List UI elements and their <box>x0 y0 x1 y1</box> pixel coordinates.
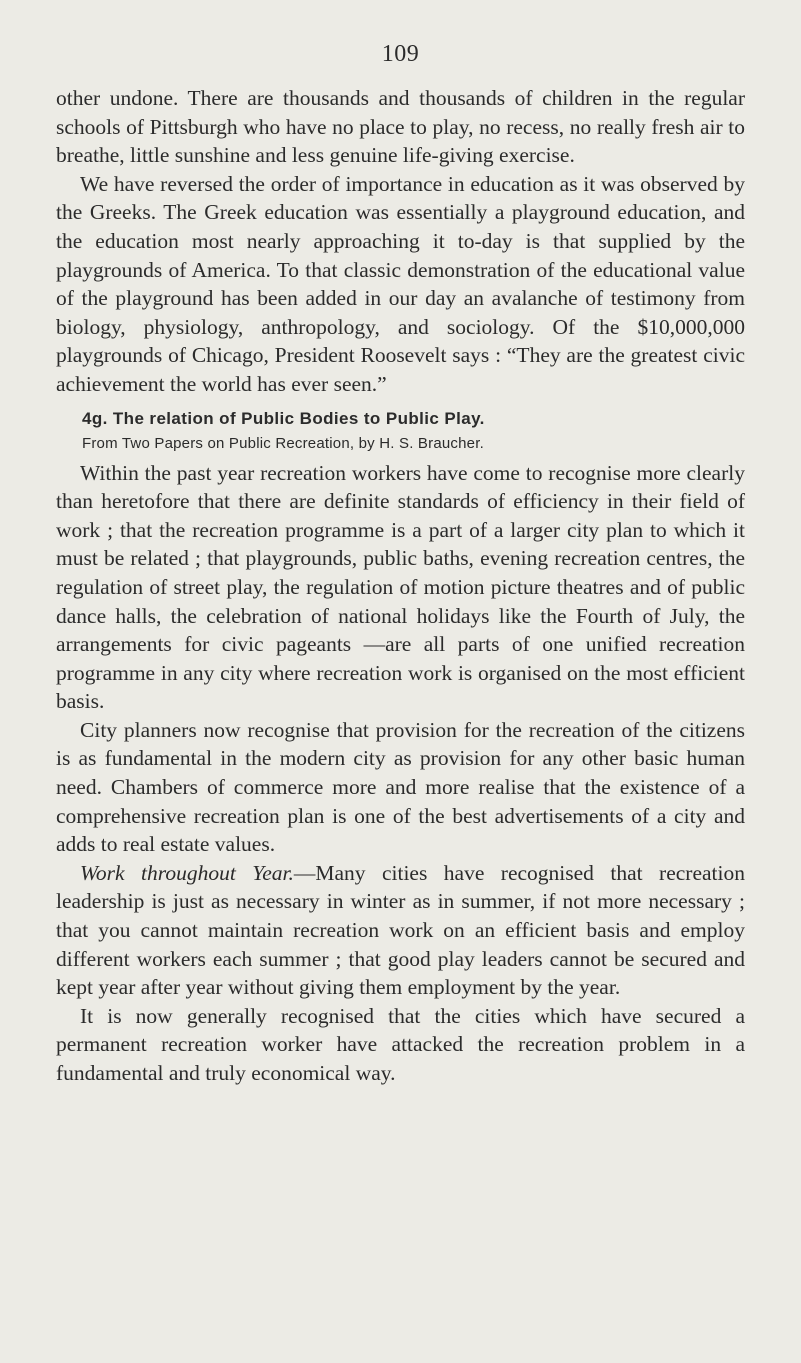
section-heading: 4g. The relation of Public Bodies to Public Play. <box>82 408 485 428</box>
paragraph: City planners now recognise that provision for the recreation of the citizens is as fundamental in the modern city as provision for any other basic human need. Chambers of commerce more and more realise that the existence of a comprehensive recreation plan is one of the best advertisements of a city and adds to real estate values. <box>56 717 745 857</box>
paragraph: other undone. There are thousands and thousands of children in the regular schools of Pittsburgh who have no place to play, no recess, no really fresh air to breathe, little sunshine and less genuine life-giving exercise. <box>56 86 745 168</box>
page-body <box>56 84 745 1088</box>
paragraph-work-throughout-year <box>56 859 745 1002</box>
paragraph-text: —Many cities have recognised that recreation leadership is just as necessary in winter as in summer, if not more necessary ; that you cannot maintain recreation work on an efficient basis and employ different workers each summer ; that good play leaders cannot be secured and kept year after year without giving them employment by the year. <box>56 860 745 1000</box>
paragraph: We have reversed the order of importance in education as it was observed by the Greeks. The Greek education was essentially a playground education, and the education most nearly approaching it to-day is that supplied by the playgrounds of America. To that classic demonstration of the educational value of the playground has been added in our day an avalanche of testimony from biology, physiology, anthropology, and sociology. Of the $10,000,000 playgrounds of Chicago, President Roosevelt says : “They are the greatest civic achievement the world has ever seen.” <box>56 171 745 396</box>
page-number: 109 <box>381 41 420 67</box>
run-in-heading: Work throughout Year. <box>80 860 294 885</box>
paragraph: Within the past year recreation workers have come to recognise more clearly than heretofore that there are definite standards of efficiency in their field of work ; that the recreation programme is a part of a larger city plan to which it must be related ; that playgrounds, public baths, evening recreation centres, the regulation of street play, the regulation of motion picture theatres and of public dance halls, the celebration of national holidays like the Fourth of July, the arrangements for civic pageants —are all parts of one unified recreation programme in any city where recreation work is organised on the most efficient basis. <box>56 460 745 714</box>
paragraph: It is now generally recognised that the cities which have secured a permanent recreation worker have attacked the recreation problem in a fundamental and truly economical way. <box>56 1003 745 1085</box>
section-source: From Two Papers on Public Recreation, by H. S. Braucher. <box>82 434 484 452</box>
